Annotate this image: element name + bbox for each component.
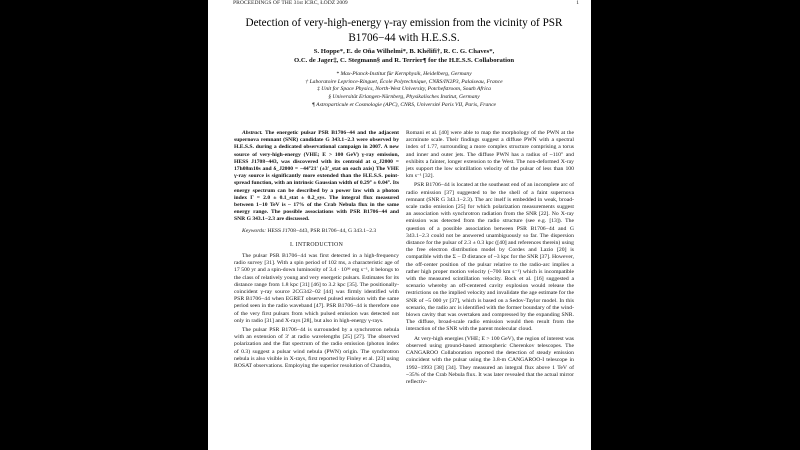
affiliation: § Universität Erlangen-Nürnberg, Physikalisches Institut, Germany <box>328 94 480 101</box>
section-heading: I. INTRODUCTION <box>289 241 344 248</box>
paper-title: Detection of very-high-energy γ-ray emission from the vicinity of PSR B1706−44 with H.E.S.S. <box>245 17 563 44</box>
keywords-label: Keywords: <box>242 227 267 234</box>
affiliation: ¶ Astroparticule et Cosmologie (APC), CNRS, Université Paris VII, Paris, France <box>311 101 497 108</box>
affiliation: ‡ Unit for Space Physics, North-West University, Potchefstroom, South Africa <box>317 86 491 93</box>
keywords-text: HESS J1708−443, PSR B1706−44, G 343.1−2.3 <box>267 227 377 234</box>
header-left: PROCEEDINGS OF THE 31st ICRC, ŁÓDŹ 2009 <box>233 0 348 6</box>
keywords <box>234 228 399 235</box>
abstract-text: The energetic pulsar PSR B1706−44 and the adjacent supernova remnant (SNR) candidate G 343.1−2.3 were observed by H.E.S.S. during a dedicated observational campaign in 2007. A new source of very-high-energy (VHE; E > 100 GeV) γ-ray emission, HESS J1708−443, was discovered with its centroid at α_J2000 = 17h08m10s and δ_J2000 = −44°21′ (±3′_stat on each axis) The VHE γ-ray source is significantly more extended than the H.E.S.S. point-spread function, with an intrinsic Gaussian width of 0.29° ± 0.04°. Its energy spectrum can be described by a power law with a photon index Γ = 2.0 ± 0.1_stat ± 0.2_sys. The integral flux measured between 1−10 TeV is ~ 17% of the Crab Nebula flux in the same energy range. The possible associations with PSR B1706−44 and SNR G 343.1−2.3 are discussed. <box>234 130 399 223</box>
page-number: 1 <box>576 0 579 6</box>
abstract-label: Abstract. <box>242 130 263 136</box>
paper-page <box>208 0 591 450</box>
body-paragraph: The pulsar PSR B1706−44 is surrounded by a synchrotron nebula with an extension of 3′ at radio wavelengths [25] [27]. The observed polarization and the flat spectrum of the radio emission (photon index of 0.3) suggest a pulsar wind nebula (PWN) origin. The synchrotron nebula is also visible in X-rays, first reported by Finley et al. [23] using ROSAT observations. Employing the superior resolution of Chandra, <box>234 327 399 370</box>
author-line: S. Hoppe*, E. de Oña Wilhelmi*, B. Khélifi†, R. C. G. Chaves*, <box>313 48 495 55</box>
affiliation-list <box>226 71 582 110</box>
abstract <box>234 130 399 224</box>
body-paragraph: Romani et al. [40] were able to map the morphology of the PWN at the arcminute scale. Their findings suggest a diffuse PWN with a spectral index of 1.77, surrounding a more complex structure comprising a torus and inner and outer jets. The diffuse PWN has a radius of ~110″ and exhibits a fainter, longer extension to the West. The non-deformed X-ray jets support the low scintillation velocity of the pulsar of less than 100 km s⁻¹ [32]. <box>406 130 574 180</box>
body-paragraph: PSR B1706−44 is located at the southeast end of an incomplete arc of radio emission [37] suggested to be the shell of a faint supernova remnant (SNR G 343.1−2.3). The arc itself is embedded in weak, broad-scale radio emission [25] for which polarization measurements suggest an association with synchrotron radiation from the SNR [22]. No X-ray emission was detected from the radio structure (see e.g. [13]). The question of a possible association between PSR B1706−44 and G 343.1−2.3 could not be answered unambiguously so far. The dispersion distance for the pulsar of 2.3 ± 0.3 kpc ([40] and references therein) using the free electron distribution model by Cordes and Lazio [20] is compatible with the Σ − D distance of ~3 kpc for the SNR [37]. However, the off-center position of the pulsar relative to the radio-arc implies a rather high proper motion velocity (~700 km s⁻¹) which is incompatible with the measured scintillation velocity. Bock et al. [16] suggested a scenario whereby an off-centered cavity explosion would release the restrictions on the implied velocity and invalidate the age estimate for the SNR of ~5 000 yr [37], which is based on a Sedov-Taylor model. In this scenario, the radio arc is identified with the former boundary of the wind-blown cavity that was overtaken and compressed by the expanding SNR. The diffuse, broad-scale radio emission would then result from the interaction of the SNR with the parent molecular cloud. <box>406 182 574 333</box>
affiliation: * Max-Planck-Institut für Kernphysik, Heidelberg, Germany <box>336 71 472 77</box>
arxiv-stamp <box>0 0 1 1</box>
body-paragraph: At very-high energies (VHE; E > 100 GeV), the region of interest was observed using ground-based atmospheric Cherenkov telescopes. The CANGAROO Collaboration reported the detection of steady emission coincident with the pulsar using the 3.8-m CANGAROO-I telescope in 1992−1993 [38] [34]. They measured an integral flux above 1 TeV of ~35% of the Crab Nebula flux. It was later revealed that the actual mirror reflectiv- <box>406 335 574 385</box>
left-column <box>234 130 399 372</box>
right-column <box>406 130 574 388</box>
author-line: O.C. de Jager‡, C. Stegmann§ and R. Terrier¶ for the H.E.S.S. Collaboration <box>293 56 515 64</box>
body-paragraph: The pulsar PSR B1706−44 was first detected in a high-frequency radio survey [31]. With a spin period of 102 ms, a characteristic age of 17 500 yr and a spin-down luminosity of 3.4 · 10³⁶ erg s⁻¹, it belongs to the class of relatively young and very energetic pulsars. Estimates for its distance range from 1.8 kpc [31] [46] to 3.2 kpc [35]. The positionally-coincident γ-ray source 2CG342−02 [44] was firmly identified with PSR B1706−44 when EGRET observed pulsed emission with the same period seen in the radio waveband [47]. PSR B1706−44 is therefore one of the very first pulsars from which pulsed emission was detected not only in radio [31] and X-rays [28], but also in high-energy γ-rays. <box>234 253 399 324</box>
author-list <box>226 48 582 66</box>
running-header <box>233 0 583 7</box>
affiliation: † Laboratoire Leprince-Ringuet, École Polytechnique, CNRS/IN2P3, Palaiseau, France <box>305 78 503 85</box>
